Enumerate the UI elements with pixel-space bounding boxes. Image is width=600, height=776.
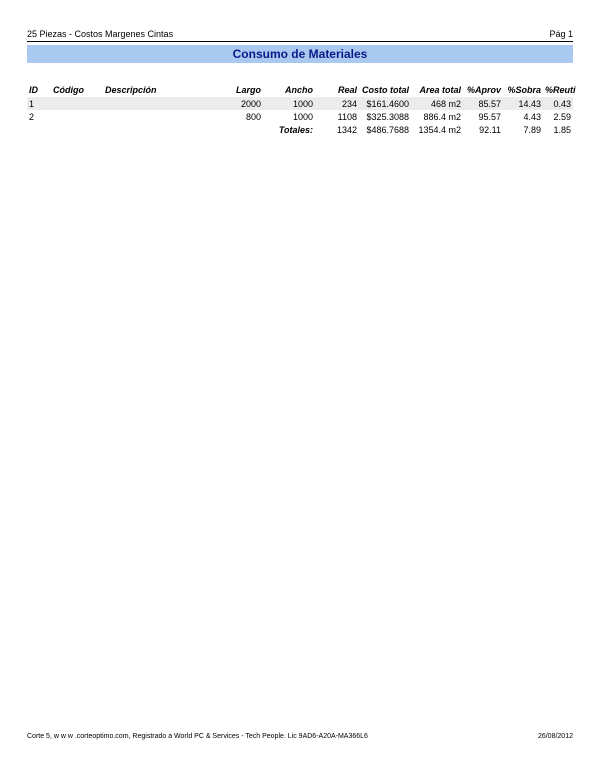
materials-table [27,82,576,136]
cell-descripcion [103,97,223,110]
cell-largo: 2000 [223,97,263,110]
cell-sobra: 4.43 [523,111,541,122]
col-descripcion: Descripción [105,84,157,95]
total-real: 1342 [336,124,357,135]
cell-id: 2 [29,111,35,122]
col-largo: Largo [235,84,261,95]
cell-sobra: 14.43 [503,97,543,110]
cell-costo: $325.3088 [366,111,409,122]
cell-codigo [51,97,103,110]
cell-reuti: 2.59 [553,111,571,122]
total-aprov: 92.11 [479,124,501,135]
cell-area: 468 m2 [411,97,463,110]
cell-aprov: 95.57 [478,111,501,122]
total-sobra: 7.89 [523,124,541,135]
cell-real: 1108 [337,111,357,122]
total-reuti: 1.85 [553,124,571,135]
cell-reuti: 0.43 [543,97,573,110]
cell-descripcion [103,110,223,123]
col-real: Real [337,84,357,95]
col-area-total: Area total [419,84,461,95]
cell-id: 1 [27,97,51,110]
cell-real: 234 [315,97,359,110]
table-row [27,97,573,110]
total-area: 1354.4 m2 [418,124,461,135]
cell-codigo [51,110,103,123]
page-number: Pág 1 [549,29,573,39]
totals-label: Totales: [278,124,313,135]
col-sobra: %Sobra [507,84,541,95]
cell-costo: $161.4600 [359,97,411,110]
cell-aprov: 85.57 [463,97,503,110]
footer-date: 26/08/2012 [537,733,573,740]
col-reuti: %Reuti [545,84,576,95]
col-costo-total: Costo total [362,84,409,95]
header-divider [27,41,573,42]
report-title: 25 Piezas - Costos Margenes Cintas [27,29,174,39]
col-ancho: Ancho [285,84,313,95]
cell-largo: 800 [245,111,261,122]
table-header-row [27,82,573,97]
col-codigo: Código [53,84,84,95]
col-aprov: %Aprov [466,84,501,95]
section-banner: Consumo de Materiales [27,45,573,63]
cell-ancho: 1000 [292,111,313,122]
col-id: ID [29,84,38,95]
table-row [27,110,573,123]
total-costo: $486.7688 [366,124,409,135]
totals-row [27,123,573,136]
cell-ancho: 1000 [263,97,315,110]
page-header [27,29,573,41]
cell-area: 886.4 m2 [423,111,461,122]
footer-license: Corte 5, w w w .corteoptimo.com, Registrado a World PC & Services - Tech People. Lic 9AD6-A20A-MA366L6 [27,733,368,740]
